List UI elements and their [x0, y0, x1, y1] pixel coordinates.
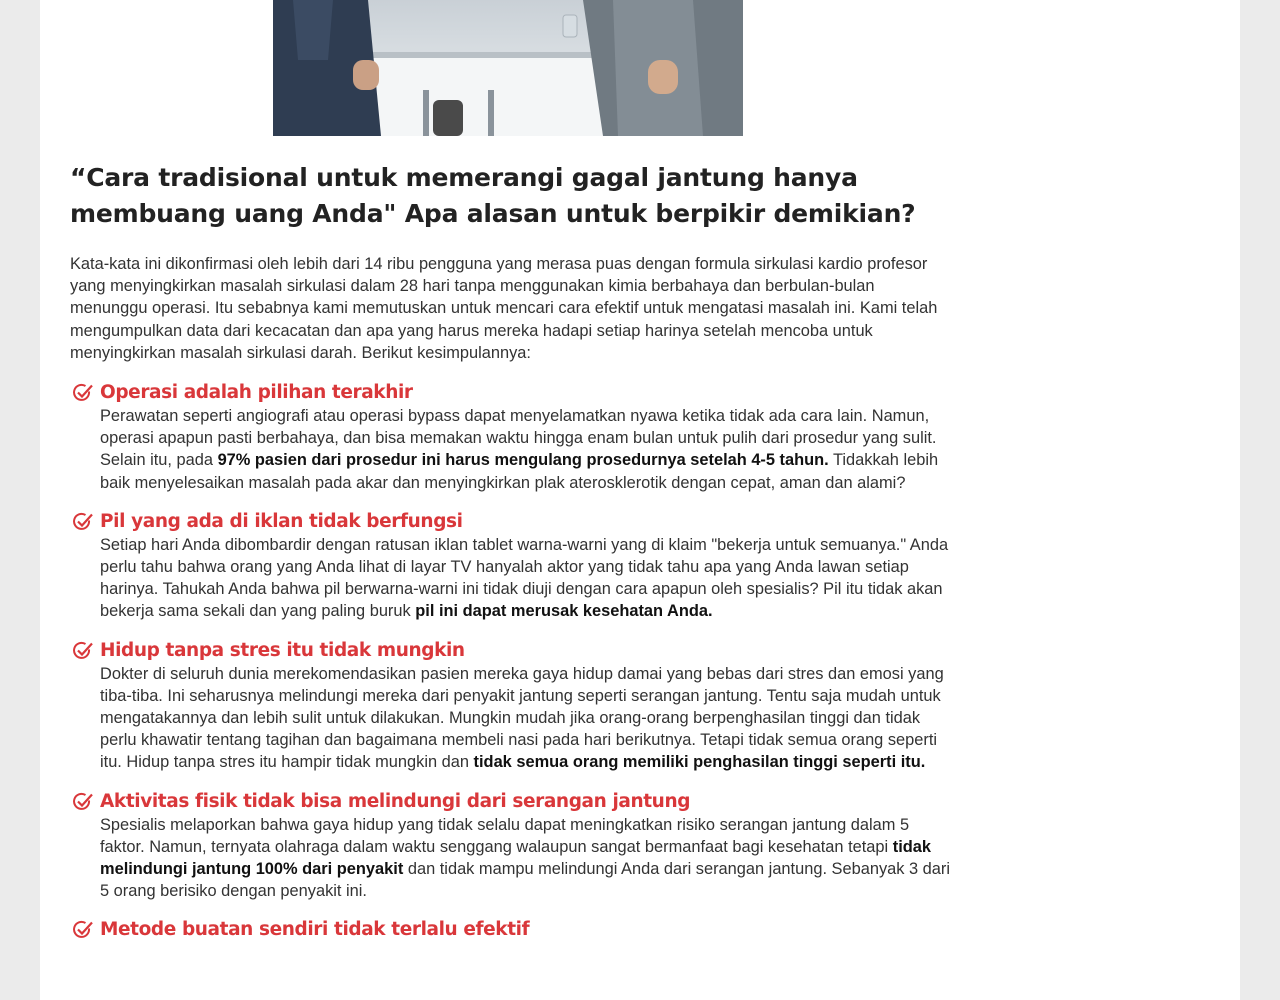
intro-paragraph: Kata-kata ini dikonfirmasi oleh lebih dari 14 ribu pengguna yang merasa puas dengan formula sirkulasi kardio profesor yang menyingkirkan masalah sirkulasi dalam 28 hari tanpa menggunakan kimia berbahaya dan berbulan-bulan menunggu operasi. Itu sebabnya kami memutuskan untuk mencari cara efektif untuk mengatasi masalah ini. Kami telah mengumpulkan data dari kecacatan dan apa yang harus mereka hadapi setiap harinya setelah mencoba untuk menyingkirkan masalah sirkulasi darah. Berikut kesimpulannya:	[70, 255, 938, 362]
item-title: Pil yang ada di iklan tidak berfungsi	[100, 510, 463, 532]
article-headline: “Cara tradisional untuk memerangi gagal jantung hanya membuang uang Anda" Apa alasan untuk berpikir demikian?	[70, 163, 916, 228]
list-item	[70, 789, 950, 903]
article-container	[40, 0, 1240, 1000]
item-emphasis: tidak melindungi jantung 100% dari penyakit	[100, 837, 932, 879]
conclusion-list	[70, 380, 950, 957]
item-body: Spesialis melaporkan bahwa gaya hidup yang tidak selalu dapat meningkatkan risiko serangan jantung dalam 5 faktor. Namun, ternyata olahraga dalam waktu senggang walaupun sangat bermanfaat bagi kesehatan tetapi tidak melindungi jantung 100% dari penyakit dan tidak mampu melindungi Anda dari serangan jantung. Sebanyak 3 dari 5 orang berisiko dengan penyakit ini.	[100, 815, 951, 901]
item-body: Dokter di seluruh dunia merekomendasikan pasien mereka gaya hidup damai yang bebas dari stres dan emosi yang tiba-tiba. Ini seharusnya melindungi mereka dari penyakit jantung seperti serangan jantung. Tentu saja mudah untuk mengatakannya dan lebih sulit untuk dilakukan. Mungkin mudah jika orang-orang berpenghasilan tinggi dan tidak perlu khawatir tentang tagihan dan bagaimana membeli nasi pada hari berikutnya. Tetapi tidak semua orang seperti itu. Hidup tanpa stres itu hampir tidak mungkin dan tidak semua orang memiliki penghasilan tinggi seperti itu.	[100, 664, 944, 772]
check-circle-icon	[72, 920, 94, 940]
check-circle-icon	[72, 792, 94, 812]
check-circle-icon	[72, 512, 94, 532]
item-title: Aktivitas fisik tidak bisa melindungi dari serangan jantung	[100, 790, 691, 812]
item-emphasis: tidak semua orang memiliki penghasilan tinggi seperti itu.	[473, 753, 926, 772]
list-item	[70, 917, 950, 942]
item-body: Setiap hari Anda dibombardir dengan ratusan iklan tablet warna-warni yang di klaim "bekerja untuk semuanya." Anda perlu tahu bahwa orang yang Anda lihat di layar TV hanyalah aktor yang tidak tahu apa yang Anda lawan setiap harinya. Tahukah Anda bahwa pil berwarna-warni ini tidak diuji dengan cara apapun oleh spesialis? Pil itu tidak akan bekerja sama sekali dan yang paling buruk pil ini dapat merusak kesehatan Anda.	[100, 535, 949, 621]
list-item	[70, 638, 950, 774]
item-title: Hidup tanpa stres itu tidak mungkin	[100, 639, 465, 661]
list-item	[70, 509, 950, 623]
list-item	[70, 380, 950, 494]
check-circle-icon	[72, 641, 94, 661]
item-title: Metode buatan sendiri tidak terlalu efektif	[100, 919, 530, 941]
item-body: Perawatan seperti angiografi atau operasi bypass dapat menyelamatkan nyawa ketika tidak ada cara lain. Namun, operasi apapun pasti berbahaya, dan bisa memakan waktu hingga enam bulan untuk pulih dari prosedur yang sulit. Selain itu, pada 97% pasien dari prosedur ini harus mengulang prosedurnya setelah 4-5 tahun. Tidakkah lebih baik menyelesaikan masalah pada akar dan menyingkirkan plak aterosklerotik dengan cepat, aman dan alami?	[100, 407, 939, 492]
item-emphasis: 97% pasien dari prosedur ini harus mengulang prosedurnya setelah 4-5 tahun.	[217, 451, 829, 470]
item-title: Operasi adalah pilihan terakhir	[100, 382, 413, 403]
item-emphasis: pil ini dapat merusak kesehatan Anda.	[415, 602, 713, 621]
check-circle-icon	[72, 383, 94, 403]
hero-image	[273, 0, 743, 136]
